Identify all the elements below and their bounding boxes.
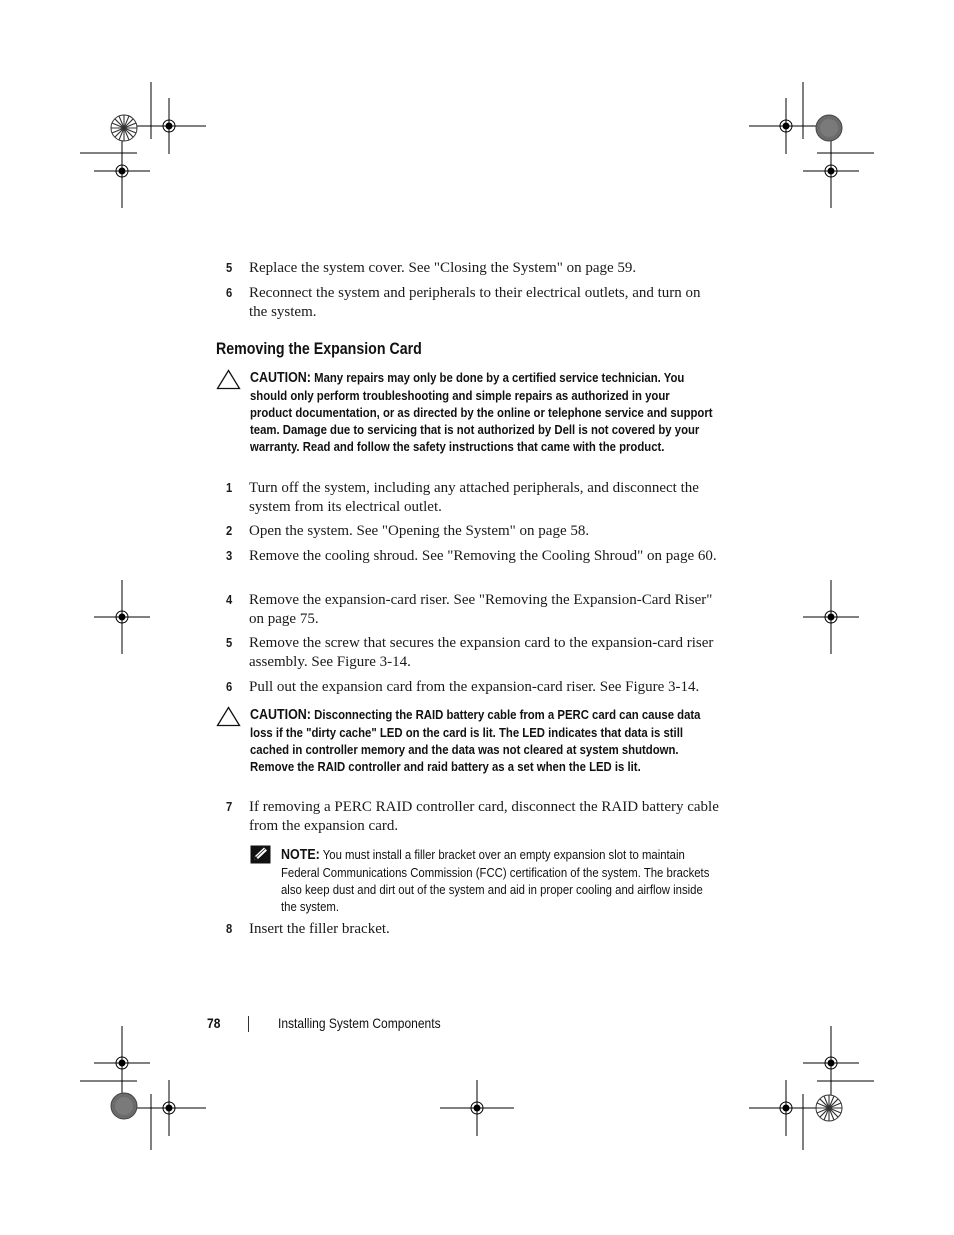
- step-text: Remove the expansion-card riser. See "Removing the Expansion-Card Riser" on page 75.: [249, 592, 713, 627]
- step-text: Insert the filler bracket.: [249, 921, 390, 937]
- step-text: Turn off the system, including any attached peripherals, and disconnect the system from its electrical outlet.: [249, 480, 699, 515]
- caution-text: Disconnecting the RAID battery cable from a PERC card can cause data loss if the "dirty cache" LED on the card is lit. The LED indicates that data is still cached in controller memory and the data was not cleared at system shutdown. Remove the RAID controller and raid battery as a set when the LED is lit.: [250, 707, 701, 774]
- step-number: 5: [226, 260, 233, 275]
- caution-notice: [250, 706, 714, 775]
- step-number: 6: [226, 679, 233, 694]
- step-number: 7: [226, 799, 233, 814]
- note-text: You must install a filler bracket over an empty expansion slot to maintain Federal Communications Commission (FCC) certification of the system. The brackets also keep dust and dirt out of the system and aid in proper cooling and airflow inside the system.: [281, 847, 710, 914]
- caution-triangle-icon: [216, 369, 241, 390]
- caution-triangle-icon: [216, 706, 241, 727]
- step-number: 3: [226, 548, 233, 563]
- note-callout: [281, 846, 711, 915]
- step-number: 1: [226, 480, 233, 495]
- step-text: Remove the cooling shroud. See "Removing the Cooling Shroud" on page 60.: [249, 548, 717, 564]
- step-text: Remove the screw that secures the expansion card to the expansion-card riser assembly. See Figure 3-14.: [249, 635, 714, 670]
- footer-divider: [248, 1016, 249, 1032]
- section-heading: Removing the Expansion Card: [216, 340, 422, 358]
- step-text: If removing a PERC RAID controller card, disconnect the RAID battery cable from the expansion card.: [249, 799, 719, 834]
- caution-label: CAUTION:: [250, 370, 311, 386]
- step-text: Open the system. See "Opening the System" on page 58.: [249, 523, 590, 539]
- step-text: Reconnect the system and peripherals to their electrical outlets, and turn on the system.: [249, 285, 701, 320]
- step-number: 5: [226, 635, 233, 650]
- note-label: NOTE:: [281, 847, 320, 863]
- note-pencil-icon: [250, 845, 271, 864]
- footer-section-title: Installing System Components: [278, 1015, 441, 1031]
- caution-label: CAUTION:: [250, 707, 311, 723]
- step-number: 2: [226, 523, 233, 538]
- step-number: 8: [226, 921, 233, 936]
- step-text: Pull out the expansion card from the expansion-card riser. See Figure 3-14.: [249, 679, 700, 695]
- page-number: 78: [207, 1015, 221, 1031]
- caution-notice: [250, 369, 714, 455]
- caution-text: Many repairs may only be done by a certified service technician. You should only perform troubleshooting and simple repairs as authorized in your product documentation, or as directed by the online or telephone service and support team. Damage due to servicing that is not authorized by Dell is not covered by your warranty. Read and follow the safety instructions that came with the product.: [250, 370, 713, 454]
- step-number: 4: [226, 592, 233, 607]
- step-number: 6: [226, 285, 233, 300]
- step-text: Replace the system cover. See "Closing the System" on page 59.: [249, 260, 637, 276]
